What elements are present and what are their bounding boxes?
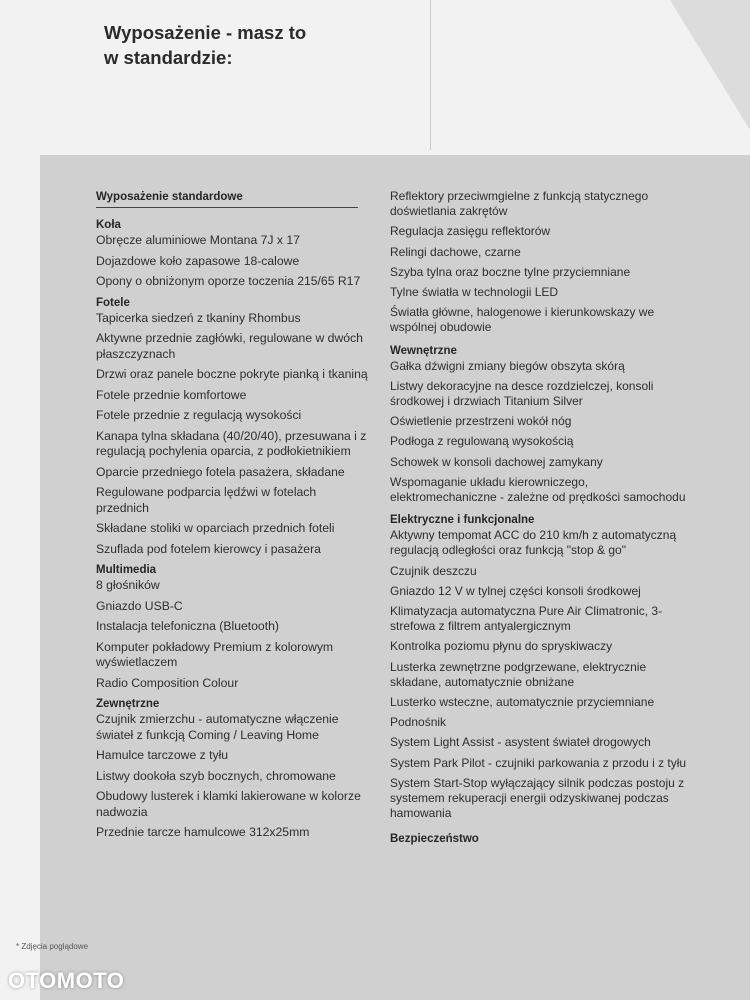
equipment-section bbox=[96, 697, 368, 841]
list-item: Schowek w konsoli dachowej zamykany bbox=[390, 454, 603, 469]
list-item: Gałka dźwigni zmiany biegów obszyta skórą bbox=[390, 358, 625, 373]
list-item: Dojazdowe koło zapasowe 18-calowe bbox=[96, 253, 300, 268]
page-title bbox=[104, 20, 306, 70]
list-item: Tylne światła w technologii LED bbox=[390, 285, 559, 300]
list-item: Czujnik zmierzchu - automatyczne włączenie świateł z funkcją Coming / Leaving Home bbox=[96, 712, 339, 742]
safety-heading: Bezpieczeństwo bbox=[390, 832, 479, 845]
list-item: Podnośnik bbox=[390, 715, 447, 730]
page-corner bbox=[670, 0, 750, 130]
list-item: System Park Pilot - czujniki parkowania z przodu i z tyłu bbox=[390, 755, 687, 770]
section-title: Multimedia bbox=[96, 564, 157, 576]
list-item: Hamulce tarczowe z tyłu bbox=[96, 748, 229, 762]
left-column bbox=[96, 191, 368, 846]
list-item: Przednie tarcze hamulcowe 312x25mm bbox=[96, 825, 310, 839]
list-item: Lusterko wsteczne, automatycznie przyciemniane bbox=[390, 695, 655, 710]
list-item: Instalacja telefoniczna (Bluetooth) bbox=[96, 619, 279, 633]
section-title: Wewnętrzne bbox=[390, 344, 457, 357]
list-item: System Light Assist - asystent świateł drogowych bbox=[390, 735, 651, 750]
section-title: Koła bbox=[96, 219, 121, 231]
list-item: Szyba tylna oraz boczne tylne przyciemniane bbox=[390, 264, 631, 279]
otomoto-watermark: OTOMOTO bbox=[8, 968, 125, 993]
list-item: Klimatyzacja automatyczna Pure Air Climatronic, 3-strefowa z filtrem antyalergicznym bbox=[390, 604, 663, 634]
right-top-items bbox=[390, 189, 690, 336]
list-item: Gniazdo 12 V w tylnej części konsoli środkowej bbox=[390, 583, 641, 598]
list-item: Regulowane podparcia lędźwi w fotelach przednich bbox=[96, 485, 317, 515]
equipment-section bbox=[96, 296, 368, 558]
list-item: Gniazdo USB-C bbox=[96, 598, 183, 613]
list-item: Szuflada pod fotelem kierowcy i pasażera bbox=[96, 541, 321, 556]
list-item: Wspomaganie układu kierowniczego, elektromechaniczne - zależne od prędkości samochodu bbox=[390, 474, 686, 505]
title-line-1: Wyposażenie - masz to bbox=[104, 22, 307, 43]
list-item: Składane stoliki w oparciach przednich foteli bbox=[96, 521, 335, 535]
list-item: Aktywne przednie zagłówki, regulowane w dwóch płaszczyznach bbox=[96, 331, 363, 361]
list-item: Tapicerka siedzeń z tkaniny Rhombus bbox=[96, 310, 301, 325]
equipment-section bbox=[390, 344, 690, 506]
list-item: Oparcie przedniego fotela pasażera, składane bbox=[96, 464, 345, 479]
list-item: Aktywny tempomat ACC do 210 km/h z automatyczną regulacją odległości oraz funkcją "stop & go" bbox=[390, 528, 677, 558]
right-sections bbox=[390, 344, 690, 822]
left-sections bbox=[96, 218, 368, 841]
equipment-section bbox=[96, 218, 368, 290]
list-item: Komputer pokładowy Premium z kolorowym wyświetlaczem bbox=[96, 639, 334, 669]
list-item: Regulacja zasięgu reflektorów bbox=[390, 224, 551, 239]
equipment-section bbox=[96, 563, 368, 691]
section-title: Zewnętrzne bbox=[96, 698, 160, 710]
list-item: Podłoga z regulowaną wysokością bbox=[390, 434, 574, 449]
list-item: Drzwi oraz panele boczne pokryte pianką i tkaniną bbox=[96, 367, 368, 381]
section-title: Elektryczne i funkcjonalne bbox=[390, 514, 535, 527]
list-item: Radio Composition Colour bbox=[96, 675, 239, 690]
page-fold-line bbox=[430, 0, 431, 150]
list-item: Reflektory przeciwmgielne z funkcją statycznego doświetlania zakrętów bbox=[390, 189, 649, 219]
list-item: Kontrolka poziomu płynu do spryskiwaczy bbox=[390, 639, 613, 654]
list-item: Obudowy lusterek i klamki lakierowane w kolorze nadwozia bbox=[96, 789, 361, 819]
list-item: Opony o obniżonym oporze toczenia 215/65 R17 bbox=[96, 274, 361, 288]
list-item: Listwy dookoła szyb bocznych, chromowane bbox=[96, 768, 336, 783]
list-item: Oświetlenie przestrzeni wokół nóg bbox=[390, 414, 572, 429]
list-item: Lusterka zewnętrzne podgrzewane, elektrycznie składane, automatycznie obniżane bbox=[390, 659, 647, 689]
right-column bbox=[390, 189, 690, 847]
list-item: 8 głośników bbox=[96, 578, 160, 592]
standard-equipment-header: Wyposażenie standardowe bbox=[96, 191, 358, 208]
list-item: Listwy dekoracyjne na desce rozdzielczej, konsoli środkowej i drzwiach Titanium Silver bbox=[390, 378, 654, 409]
equipment-section bbox=[390, 513, 690, 821]
section-title: Fotele bbox=[96, 296, 130, 309]
list-item: Relingi dachowe, czarne bbox=[390, 244, 521, 259]
list-item: Czujnik deszczu bbox=[390, 563, 477, 578]
list-item: Kanapa tylna składana (40/20/40), przesuwana i z regulacją pochylenia oparcia, z podłokietnikiem bbox=[96, 428, 367, 458]
footnote: * Zdjęcia poglądowe bbox=[16, 942, 89, 951]
list-item: Fotele przednie komfortowe bbox=[96, 387, 247, 402]
equipment-sheet bbox=[40, 155, 750, 1000]
list-item: Fotele przednie z regulacją wysokości bbox=[96, 408, 302, 422]
list-item: System Start-Stop wyłączający silnik podczas postoju z systemem rekuperacji energii odzyskiwanej podczas hamowania bbox=[390, 775, 685, 821]
list-item: Światła główne, halogenowe i kierunkowskazy we wspólnej obudowie bbox=[390, 305, 655, 335]
title-line-2: w standardzie: bbox=[104, 47, 233, 68]
list-item: Obręcze aluminiowe Montana 7J x 17 bbox=[96, 233, 300, 247]
